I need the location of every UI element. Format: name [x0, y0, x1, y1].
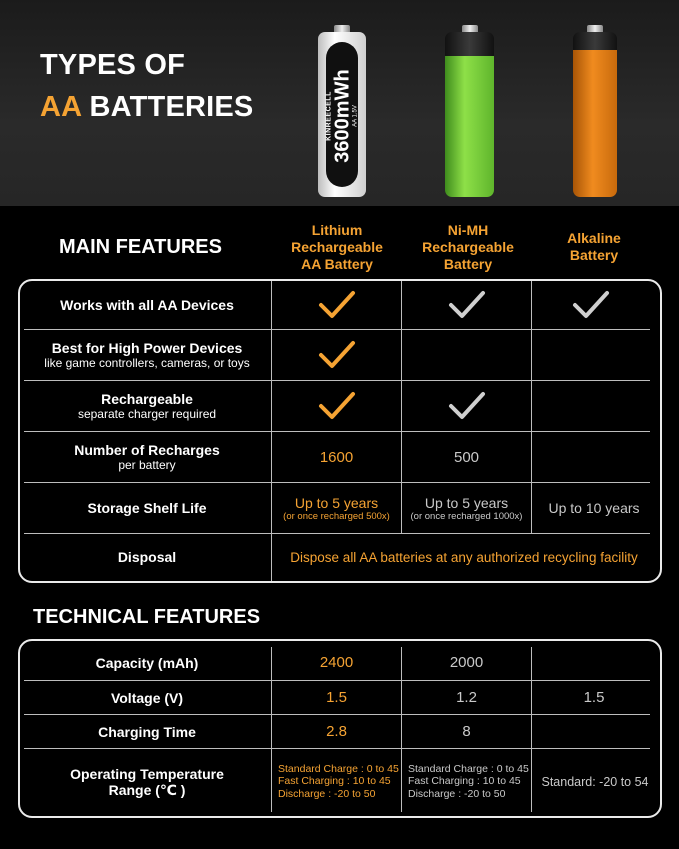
capacity-nimh: 2000 [449, 654, 484, 671]
col-lithium-line3: AA Battery [301, 256, 373, 272]
title-line-1: TYPES OF [40, 49, 186, 81]
row-label-operating-temp: Operating Temperature Range (℃ ) [70, 765, 224, 798]
col-alkaline-line2: Battery [569, 247, 619, 263]
title-accent: AA [40, 91, 82, 123]
operating-temp-lithium: Standard Charge : 0 to 45 Fast Charging : 10 to 45 Discharge : -20 to 50 [278, 762, 399, 800]
lithium-battery-image [318, 25, 366, 197]
check-icon [571, 290, 611, 320]
col-nimh-line3: Battery [443, 256, 493, 272]
voltage-alkaline: 1.5 [583, 689, 605, 706]
row-label-works-with-all: Works with all AA Devices [60, 297, 234, 313]
row-label-high-power: Best for High Power Devices like game controllers, cameras, or toys [44, 340, 250, 370]
page-title [40, 44, 253, 128]
row-label-charging-time: Charging Time [98, 723, 196, 740]
column-header-alkaline [532, 230, 656, 264]
main-features-title: MAIN FEATURES [59, 236, 222, 258]
voltage-lithium: 1.5 [326, 689, 347, 706]
title-line-2-rest: BATTERIES [81, 91, 254, 123]
technical-features-title: TECHNICAL FEATURES [33, 606, 261, 628]
charging-time-nimh: 8 [462, 723, 471, 740]
row-label-rechargeable: Rechargeable separate charger required [77, 391, 217, 421]
row-label-disposal: Disposal [117, 549, 177, 565]
hero-banner [0, 0, 679, 206]
row-label-recharges: Number of Recharges per battery [74, 442, 220, 472]
shelf-life-nimh-note: (or once recharged 1000x) [410, 510, 523, 522]
nimh-battery-image [445, 25, 494, 197]
disposal-text: Dispose all AA batteries at any authorized recycling facility [290, 549, 638, 565]
capacity-lithium: 2400 [319, 654, 354, 671]
col-lithium-line2: Rechargeable [291, 239, 383, 255]
column-header-nimh [403, 222, 533, 273]
charging-time-lithium: 2.8 [326, 723, 347, 740]
title-line-2 [40, 86, 253, 128]
col-alkaline-line1: Alkaline [567, 230, 621, 246]
battery-brand: KINREECELL [325, 91, 333, 141]
row-label-shelf-life: Storage Shelf Life [87, 500, 207, 516]
row-label-voltage: Voltage (V) [110, 689, 184, 706]
col-lithium-line1: Lithium [311, 222, 363, 238]
voltage-nimh: 1.2 [456, 689, 477, 706]
row-label-capacity: Capacity (mAh) [95, 654, 199, 671]
shelf-life-lithium-note: (or once recharged 500x) [283, 510, 390, 522]
shelf-life-lithium: Up to 5 years [294, 494, 379, 511]
operating-temp-nimh: Standard Charge : 0 to 45 Fast Charging : 10 to 45 Discharge : -20 to 50 [408, 762, 529, 800]
check-icon [447, 391, 487, 421]
operating-temp-alkaline: Standard: -20 to 54 [541, 774, 649, 789]
check-icon [317, 340, 357, 370]
alkaline-battery-image [573, 25, 617, 197]
check-icon [317, 391, 357, 421]
battery-spec-text: AA 1.5V [352, 105, 359, 127]
shelf-life-alkaline: Up to 10 years [548, 500, 640, 516]
battery-capacity-text: 3600mWh [331, 69, 354, 163]
col-nimh-line1: Ni-MH [447, 222, 489, 238]
check-icon [447, 290, 487, 320]
shelf-life-nimh: Up to 5 years [424, 494, 509, 511]
check-icon [317, 290, 357, 320]
column-header-lithium [272, 222, 402, 273]
recharges-lithium: 1600 [319, 448, 354, 466]
col-nimh-line2: Rechargeable [422, 239, 514, 255]
recharges-nimh: 500 [453, 448, 480, 466]
